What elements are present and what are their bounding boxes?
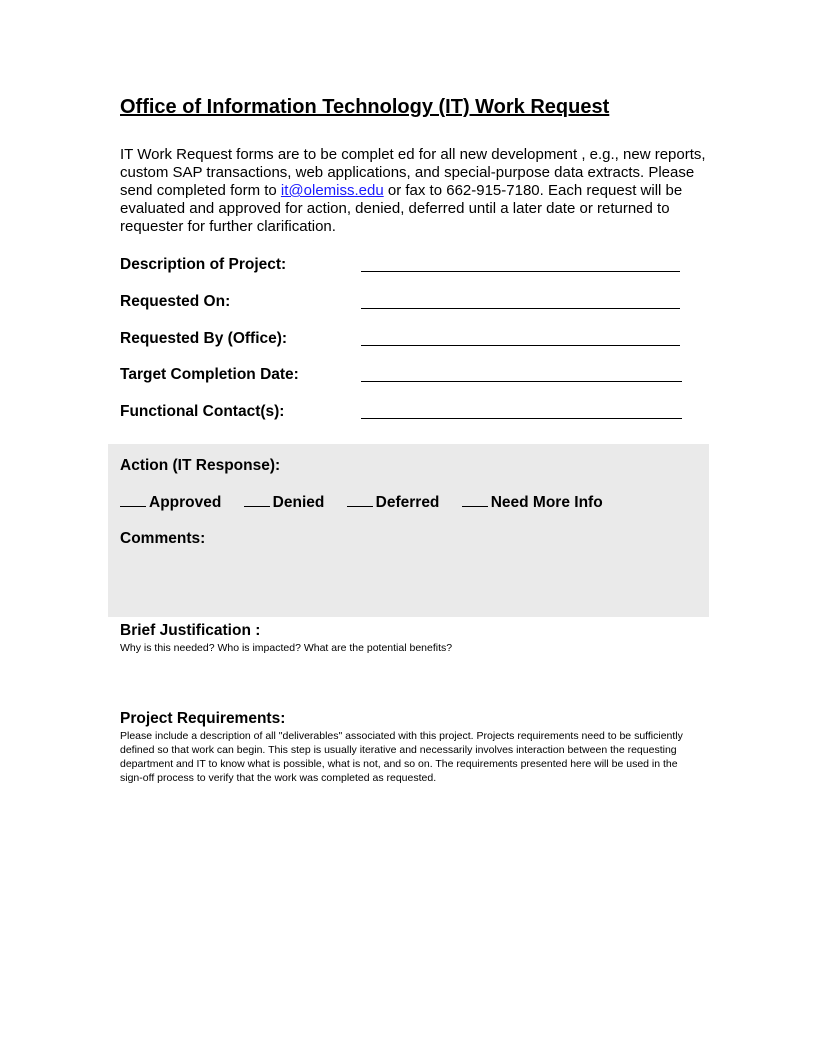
option-need-more-info-label: Need More Info <box>490 494 603 511</box>
option-denied-label: Denied <box>272 494 325 511</box>
option-need-more-info[interactable] <box>462 494 603 512</box>
option-approved-blank[interactable] <box>120 494 146 507</box>
justification-title: Brief Justification : <box>120 622 261 639</box>
field-line-description[interactable] <box>361 271 680 272</box>
option-deferred-blank[interactable] <box>347 494 373 507</box>
option-deferred-label: Deferred <box>375 494 440 511</box>
intro-text-start: IT Work Request forms are to be complet ed for all new development , e.g., new reports, custom SAP transactions, web applications, and special-purpose data extracts. Please send completed form to <box>120 146 706 199</box>
intro-text-end: or fax to 662-915-7180. Each request will be evaluated and approved for action, denied, deferred until a later date or returned to requester for further clarification. <box>120 182 683 235</box>
field-line-target-date[interactable] <box>361 381 682 382</box>
field-line-requested-on[interactable] <box>361 308 680 309</box>
comments-label: Comments: <box>120 530 206 547</box>
option-deferred[interactable] <box>347 494 440 512</box>
action-options <box>120 494 621 512</box>
intro-paragraph <box>120 146 710 236</box>
justification-text: Why is this needed? Who is impacted? What are the potential benefits? <box>120 642 453 654</box>
field-label-target-date: Target Completion Date: <box>120 366 299 383</box>
requirements-title: Project Requirements: <box>120 710 286 727</box>
option-need-more-info-blank[interactable] <box>462 494 488 507</box>
field-label-functional-contact: Functional Contact(s): <box>120 403 285 420</box>
option-denied[interactable] <box>244 494 325 512</box>
field-label-requested-by: Requested By (Office): <box>120 330 288 347</box>
option-approved-label: Approved <box>149 494 222 511</box>
requirements-text: Please include a description of all "deliverables" associated with this project. Projects requirements need to be sufficiently defined so that work can begin. This step is usually iterative and necessarily involves interaction between the requesting department and IT to know what is possible, what is not, and so on. The requirements presented here will be used in the sign-off process to verify that the work was completed as requested. <box>120 730 683 784</box>
email-link[interactable]: it@olemiss.edu <box>280 182 384 199</box>
field-label-description: Description of Project: <box>120 256 287 273</box>
form-title: Office of Information Technology (IT) Work Request <box>120 96 610 118</box>
field-line-functional-contact[interactable] <box>361 418 682 419</box>
field-line-requested-by[interactable] <box>361 345 680 346</box>
option-approved[interactable] <box>120 494 221 512</box>
field-label-requested-on: Requested On: <box>120 293 231 310</box>
action-title: Action (IT Response): <box>120 457 281 474</box>
option-denied-blank[interactable] <box>244 494 270 507</box>
